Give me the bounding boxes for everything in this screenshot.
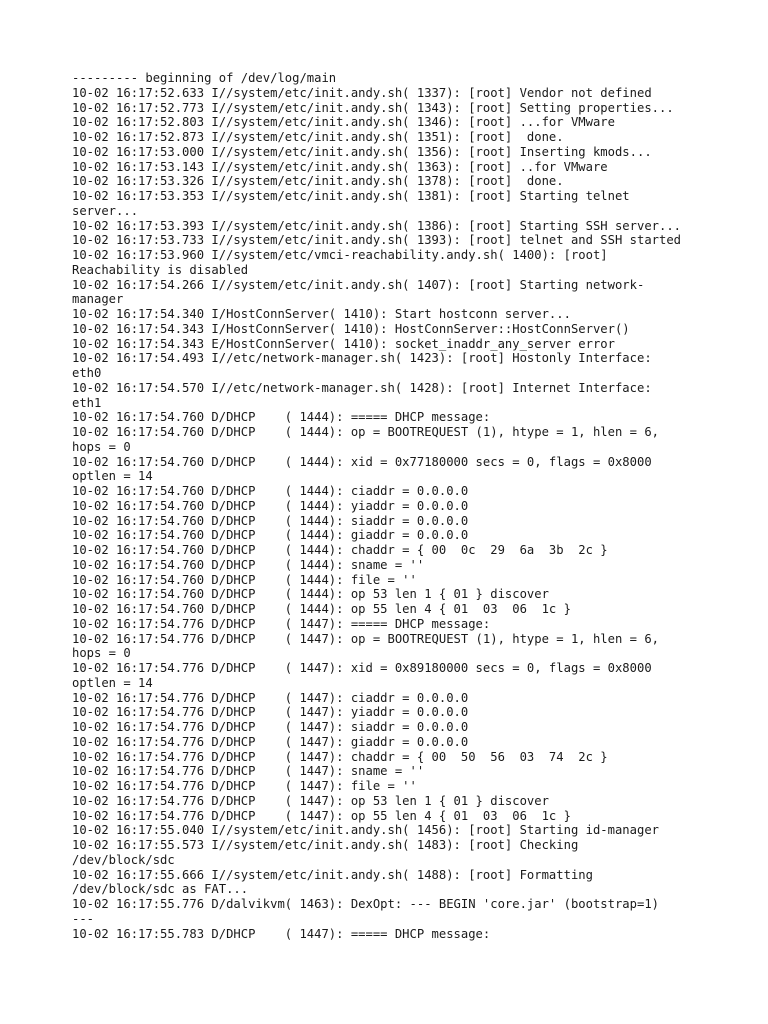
log-line: 10-02 16:17:52.803 I//system/etc/init.andy.sh( 1346): [root] ...for VMware <box>72 115 615 130</box>
log-line: 10-02 16:17:54.776 D/DHCP ( 1447): op 53 len 1 { 01 } discover <box>72 793 549 808</box>
log-line: --- <box>72 911 95 926</box>
log-line: 10-02 16:17:54.343 E/HostConnServer( 1410): socket_inaddr_any_server error <box>72 336 615 351</box>
log-line: 10-02 16:17:54.776 D/DHCP ( 1447): siaddr = 0.0.0.0 <box>72 720 469 734</box>
log-line: 10-02 16:17:55.666 I//system/etc/init.andy.sh( 1488): [root] Formatting <box>72 867 593 882</box>
log-line: eth1 <box>72 395 102 410</box>
log-line: Reachability is disabled <box>72 262 249 277</box>
log-line: 10-02 16:17:54.340 I/HostConnServer( 1410): Start hostconn server... <box>72 307 571 321</box>
log-line: 10-02 16:17:54.493 I//etc/network-manager.sh( 1423): [root] Hostonly Interface: <box>72 351 652 366</box>
log-line: 10-02 16:17:55.573 I//system/etc/init.andy.sh( 1483): [root] Checking <box>72 838 579 852</box>
log-line: 10-02 16:17:54.760 D/DHCP ( 1444): ===== DHCP message: <box>72 410 491 425</box>
log-line: 10-02 16:17:54.760 D/DHCP ( 1444): ciaddr = 0.0.0.0 <box>72 484 469 498</box>
log-line: 10-02 16:17:54.776 D/DHCP ( 1447): sname = '' <box>72 764 425 779</box>
log-line: 10-02 16:17:54.760 D/DHCP ( 1444): siaddr = 0.0.0.0 <box>72 513 469 528</box>
log-line: 10-02 16:17:55.776 D/dalvikvm( 1463): DexOpt: --- BEGIN 'core.jar' (bootstrap=1) <box>72 897 659 911</box>
log-line: 10-02 16:17:53.733 I//system/etc/init.andy.sh( 1393): [root] telnet and SSH started <box>72 233 682 248</box>
log-line: 10-02 16:17:53.393 I//system/etc/init.andy.sh( 1386): [root] Starting SSH server... <box>72 218 682 233</box>
log-line: 10-02 16:17:54.760 D/DHCP ( 1444): yiaddr = 0.0.0.0 <box>72 498 469 513</box>
log-line: 10-02 16:17:54.776 D/DHCP ( 1447): giaddr = 0.0.0.0 <box>72 734 469 749</box>
log-line: 10-02 16:17:54.343 I/HostConnServer( 1410): HostConnServer::HostConnServer() <box>72 321 630 336</box>
log-line: 10-02 16:17:54.776 D/DHCP ( 1447): file = '' <box>72 779 417 793</box>
log-line: 10-02 16:17:54.776 D/DHCP ( 1447): op = BOOTREQUEST (1), htype = 1, hlen = 6, <box>72 631 659 646</box>
log-line: optlen = 14 <box>72 675 153 690</box>
log-text <box>72 71 712 941</box>
log-line: hops = 0 <box>72 646 131 661</box>
log-line: 10-02 16:17:54.776 D/DHCP ( 1447): ===== DHCP message: <box>72 616 491 631</box>
log-line: 10-02 16:17:53.353 I//system/etc/init.andy.sh( 1381): [root] Starting telnet <box>72 189 630 203</box>
log-line: 10-02 16:17:54.760 D/DHCP ( 1444): sname = '' <box>72 557 425 572</box>
log-line: 10-02 16:17:54.760 D/DHCP ( 1444): op 55 len 4 { 01 03 06 1c } <box>72 602 571 616</box>
log-line: 10-02 16:17:52.773 I//system/etc/init.andy.sh( 1343): [root] Setting properties... <box>72 100 674 115</box>
log-line: /dev/block/sdc <box>72 852 175 867</box>
log-line: 10-02 16:17:54.776 D/DHCP ( 1447): op 55 len 4 { 01 03 06 1c } <box>72 808 571 823</box>
log-line: 10-02 16:17:52.873 I//system/etc/init.andy.sh( 1351): [root] done. <box>72 130 564 144</box>
log-line: server... <box>72 203 139 218</box>
log-line: 10-02 16:17:55.040 I//system/etc/init.andy.sh( 1456): [root] Starting id-manager <box>72 823 659 838</box>
log-line: 10-02 16:17:54.760 D/DHCP ( 1444): xid = 0x77180000 secs = 0, flags = 0x8000 <box>72 454 652 469</box>
log-line: optlen = 14 <box>72 469 153 484</box>
log-line: 10-02 16:17:53.143 I//system/etc/init.andy.sh( 1363): [root] ..for VMware <box>72 159 608 174</box>
log-line: eth0 <box>72 366 102 380</box>
log-line: 10-02 16:17:54.776 D/DHCP ( 1447): yiaddr = 0.0.0.0 <box>72 705 469 720</box>
log-line: 10-02 16:17:54.760 D/DHCP ( 1444): op = BOOTREQUEST (1), htype = 1, hlen = 6, <box>72 425 659 439</box>
log-line: 10-02 16:17:54.570 I//etc/network-manager.sh( 1428): [root] Internet Interface: <box>72 380 652 395</box>
log-line: 10-02 16:17:53.000 I//system/etc/init.andy.sh( 1356): [root] Inserting kmods... <box>72 144 652 159</box>
log-line: 10-02 16:17:53.960 I//system/etc/vmci-reachability.andy.sh( 1400): [root] <box>72 248 608 262</box>
log-line: hops = 0 <box>72 439 131 454</box>
log-line: 10-02 16:17:54.776 D/DHCP ( 1447): ciaddr = 0.0.0.0 <box>72 690 469 705</box>
log-line: 10-02 16:17:52.633 I//system/etc/init.andy.sh( 1337): [root] Vendor not defined <box>72 85 652 100</box>
log-line: /dev/block/sdc as FAT... <box>72 882 249 897</box>
log-line: manager <box>72 292 124 307</box>
log-line: 10-02 16:17:53.326 I//system/etc/init.andy.sh( 1378): [root] done. <box>72 174 564 189</box>
log-line: 10-02 16:17:54.760 D/DHCP ( 1444): giaddr = 0.0.0.0 <box>72 528 469 543</box>
log-line: 10-02 16:17:55.783 D/DHCP ( 1447): ===== DHCP message: <box>72 926 491 941</box>
log-line: 10-02 16:17:54.760 D/DHCP ( 1444): file = '' <box>72 572 417 587</box>
log-line: 10-02 16:17:54.760 D/DHCP ( 1444): chaddr = { 00 0c 29 6a 3b 2c } <box>72 543 608 557</box>
log-line: 10-02 16:17:54.776 D/DHCP ( 1447): chaddr = { 00 50 56 03 74 2c } <box>72 749 608 764</box>
log-line: 10-02 16:17:54.776 D/DHCP ( 1447): xid = 0x89180000 secs = 0, flags = 0x8000 <box>72 661 652 675</box>
log-line: --------- beginning of /dev/log/main <box>72 71 337 85</box>
log-line: 10-02 16:17:54.760 D/DHCP ( 1444): op 53 len 1 { 01 } discover <box>72 587 549 602</box>
log-line: 10-02 16:17:54.266 I//system/etc/init.andy.sh( 1407): [root] Starting network- <box>72 277 645 292</box>
